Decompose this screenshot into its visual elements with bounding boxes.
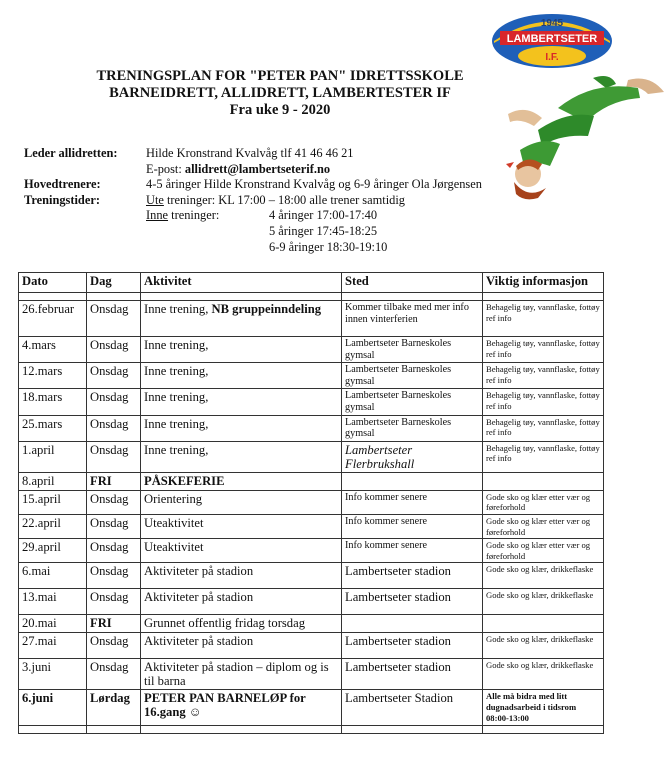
- cell-aktivitet: [141, 301, 342, 337]
- indoor-time-2: 5 åringer 17:45-18:25: [269, 223, 378, 238]
- table-row: [19, 514, 604, 538]
- cell-sted: Kommer tilbake med mer info innen vinterferien: [342, 301, 483, 337]
- cell-sted: Info kommer senere: [342, 514, 483, 538]
- cell-dag: Onsdag: [87, 490, 141, 514]
- table-row: [19, 441, 604, 472]
- cell-sted: Info kommer senere: [342, 539, 483, 563]
- table-row: [19, 589, 604, 615]
- cell-dato: 13.mai: [19, 589, 87, 615]
- cell-info: Gode sko og klær etter vær og føreforhold: [483, 490, 604, 514]
- table-row: [19, 337, 604, 363]
- logo-year: 1945: [540, 18, 564, 29]
- aktivitet-text: Aktiviteter på stadion: [144, 564, 254, 579]
- cell-sted: Lambertseter Stadion: [342, 690, 483, 726]
- aktivitet-text: Orientering: [144, 491, 203, 506]
- cell-dag: Onsdag: [87, 301, 141, 337]
- aktivitet-text: Inne trening,: [144, 390, 209, 405]
- aktivitet-text: Aktiviteter på stadion: [144, 634, 254, 649]
- cell-aktivitet: [141, 690, 342, 726]
- cell-aktivitet: [141, 490, 342, 514]
- aktivitet-text: Uteaktivitet: [144, 515, 204, 530]
- header-viktig-informasjon: Viktig informasjon: [483, 273, 604, 293]
- cell-sted: Lambertseter Barneskoles gymsal: [342, 415, 483, 441]
- cell-dag: Onsdag: [87, 539, 141, 563]
- cell-dato: 6.mai: [19, 563, 87, 589]
- header-dato: Dato: [19, 273, 87, 293]
- email-prefix: E-post:: [146, 161, 185, 176]
- cell-sted: Lambertseter stadion: [342, 633, 483, 659]
- aktivitet-text: Inne trening,: [144, 364, 209, 379]
- indoor-value: treninger:: [168, 208, 220, 223]
- cell-dag: FRI: [87, 472, 141, 490]
- coaches-label: Hovedtrenere:: [24, 177, 101, 192]
- logo-sub: I.F.: [545, 52, 559, 63]
- header-aktivitet: Aktivitet: [141, 273, 342, 293]
- cell-sted: Lambertseter Barneskoles gymsal: [342, 389, 483, 415]
- cell-sted: Info kommer senere: [342, 490, 483, 514]
- cell-dag: Onsdag: [87, 514, 141, 538]
- aktivitet-text: Inne trening,: [144, 302, 212, 316]
- table-row: [19, 539, 604, 563]
- cell-sted: [342, 472, 483, 490]
- cell-dag: Onsdag: [87, 563, 141, 589]
- cell-dag: FRI: [87, 615, 141, 633]
- cell-dato: 18.mars: [19, 389, 87, 415]
- cell-dag: Onsdag: [87, 659, 141, 690]
- cell-aktivitet: [141, 415, 342, 441]
- cell-info: Gode sko og klær etter vær og føreforhold: [483, 539, 604, 563]
- table-row: [19, 690, 604, 726]
- cell-aktivitet: [141, 363, 342, 389]
- cell-info: Behagelig tøy, vannflaske, fottøy ref info: [483, 415, 604, 441]
- cell-info: Gode sko og klær, drikkeflaske: [483, 563, 604, 589]
- leader-value: Hilde Kronstrand Kvalvåg tlf 41 46 46 21: [146, 146, 354, 160]
- cell-sted: Lambertseter Flerbrukshall: [342, 441, 483, 472]
- table-row: [19, 301, 604, 337]
- cell-aktivitet: [141, 441, 342, 472]
- cell-dag: Onsdag: [87, 633, 141, 659]
- indoor-label: Inne: [146, 208, 169, 223]
- cell-info: Behagelig tøy, vannflaske, fottøy ref info: [483, 337, 604, 363]
- title-line-3: Fra uke 9 - 2020: [229, 102, 331, 118]
- aktivitet-text: Inne trening,: [144, 338, 209, 352]
- cell-dato: 25.mars: [19, 415, 87, 441]
- title-line-2: BARNEIDRETT, ALLIDRETT, LAMBERTESTER IF: [109, 85, 451, 101]
- cell-sted: Lambertseter Barneskoles gymsal: [342, 363, 483, 389]
- cell-info: [483, 472, 604, 490]
- table-spacer-row: [19, 726, 604, 734]
- logo-name: LAMBERTSETER: [506, 33, 598, 45]
- cell-sted: Lambertseter stadion: [342, 659, 483, 690]
- cell-dato: 27.mai: [19, 633, 87, 659]
- aktivitet-text: Grunnet offentlig fridag torsdag: [144, 616, 305, 631]
- cell-info: [483, 615, 604, 633]
- aktivitet-bold-text: NB gruppeinndeling: [211, 302, 322, 316]
- cell-aktivitet: [141, 539, 342, 563]
- cell-aktivitet: [141, 337, 342, 363]
- cell-info: Behagelig tøy, vannflaske, fottøy ref info: [483, 441, 604, 472]
- cell-dag: Onsdag: [87, 389, 141, 415]
- cell-aktivitet: [141, 563, 342, 589]
- outdoor-label: Ute: [146, 192, 164, 207]
- cell-aktivitet: [141, 389, 342, 415]
- cell-dag: Onsdag: [87, 589, 141, 615]
- table-row: [19, 363, 604, 389]
- cell-aktivitet: [141, 589, 342, 615]
- cell-sted: Lambertseter Barneskoles gymsal: [342, 337, 483, 363]
- cell-sted: [342, 615, 483, 633]
- table-row: [19, 472, 604, 490]
- cell-dato: 15.april: [19, 490, 87, 514]
- cell-dato: 22.april: [19, 514, 87, 538]
- title-line-1: TRENINGSPLAN FOR "PETER PAN" IDRETTSSKOLE: [96, 68, 464, 84]
- document-title: [0, 68, 560, 119]
- outdoor-value: treninger: KL 17:00 – 18:00 alle trener samtidig: [163, 192, 405, 207]
- table-row: [19, 633, 604, 659]
- cell-info: Behagelig tøy, vannflaske, fottøy ref info: [483, 301, 604, 337]
- cell-dato: 6.juni: [19, 690, 87, 726]
- schedule-table: [18, 272, 604, 734]
- cell-info: Gode sko og klær, drikkeflaske: [483, 659, 604, 690]
- lambertseter-logo: [490, 12, 614, 70]
- header-sted: Sted: [342, 273, 483, 293]
- cell-info: Gode sko og klær, drikkeflaske: [483, 589, 604, 615]
- email-link[interactable]: allidrett@lambertseterif.no: [184, 161, 331, 176]
- table-row: [19, 490, 604, 514]
- cell-dato: 20.mai: [19, 615, 87, 633]
- times-label: Treningstider:: [24, 192, 100, 207]
- cell-info: Behagelig tøy, vannflaske, fottøy ref info: [483, 389, 604, 415]
- cell-dato: 8.april: [19, 472, 87, 490]
- cell-sted: Lambertseter stadion: [342, 563, 483, 589]
- table-row: [19, 563, 604, 589]
- cell-dato: 12.mars: [19, 363, 87, 389]
- aktivitet-text: Aktiviteter på stadion: [144, 590, 254, 605]
- table-header-row: [19, 273, 604, 293]
- leader-label: Leder allidretten:: [24, 146, 118, 160]
- indoor-time-1: 4 åringer 17:00-17:40: [269, 208, 378, 223]
- table-row: [19, 615, 604, 633]
- aktivitet-bold-text: PETER PAN BARNELØP for 16.gang ☺: [144, 691, 306, 720]
- cell-info: Alle må bidra med litt dugnadsarbeid i tidsrom 08:00-13:00: [483, 690, 604, 726]
- table-row: [19, 415, 604, 441]
- cell-dato: 1.april: [19, 441, 87, 472]
- header-dag: Dag: [87, 273, 141, 293]
- cell-info: Gode sko og klær etter vær og føreforhold: [483, 514, 604, 538]
- cell-aktivitet: [141, 615, 342, 633]
- info-block: [24, 146, 564, 255]
- cell-dato: 26.februar: [19, 301, 87, 337]
- table-spacer-row: [19, 293, 604, 301]
- aktivitet-text: Inne trening,: [144, 442, 209, 457]
- table-row: [19, 659, 604, 690]
- cell-aktivitet: [141, 472, 342, 490]
- cell-dag: Lørdag: [87, 690, 141, 726]
- cell-aktivitet: [141, 514, 342, 538]
- cell-info: Gode sko og klær, drikkeflaske: [483, 633, 604, 659]
- cell-dato: 4.mars: [19, 337, 87, 363]
- aktivitet-text: Aktiviteter på stadion – diplom og is til barna: [144, 660, 329, 689]
- cell-dag: Onsdag: [87, 441, 141, 472]
- indoor-time-3: 6-9 åringer 18:30-19:10: [269, 239, 388, 254]
- aktivitet-bold-text: PÅSKEFERIE: [144, 473, 225, 488]
- table-row: [19, 389, 604, 415]
- cell-sted: Lambertseter stadion: [342, 589, 483, 615]
- cell-dag: Onsdag: [87, 337, 141, 363]
- coaches-value: 4-5 åringer Hilde Kronstrand Kvalvåg og 6-9 åringer Ola Jørgensen: [146, 177, 482, 192]
- cell-aktivitet: [141, 659, 342, 690]
- aktivitet-text: Uteaktivitet: [144, 540, 204, 555]
- cell-info: Behagelig tøy, vannflaske, fottøy ref info: [483, 363, 604, 389]
- cell-aktivitet: [141, 633, 342, 659]
- cell-dato: 29.april: [19, 539, 87, 563]
- aktivitet-text: Inne trening,: [144, 416, 209, 431]
- cell-dato: 3.juni: [19, 659, 87, 690]
- cell-dag: Onsdag: [87, 363, 141, 389]
- cell-dag: Onsdag: [87, 415, 141, 441]
